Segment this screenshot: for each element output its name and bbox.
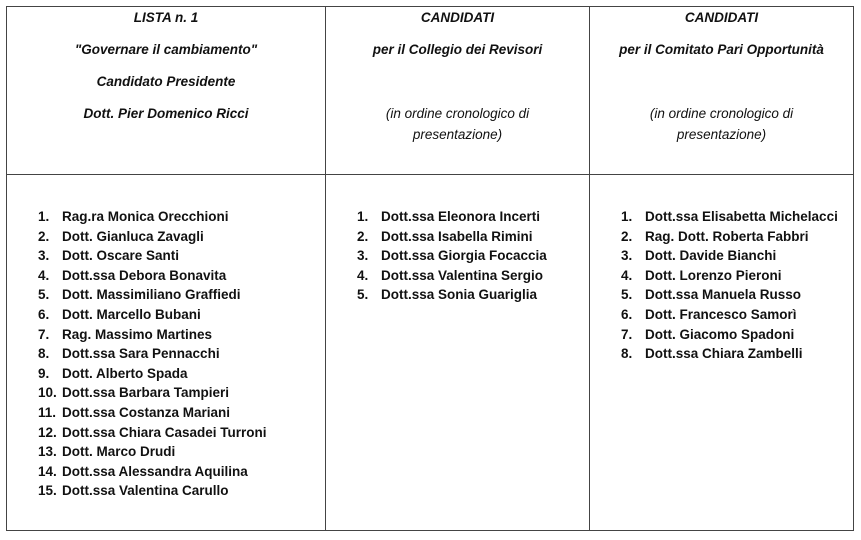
equal-opportunity-header [590,7,853,174]
candidate-number: 2. [357,228,369,244]
candidate-name: Dott.ssa Eleonora Incerti [381,209,541,224]
candidate-item [621,305,838,325]
candidate-number: 10. [38,385,57,401]
candidate-item [38,305,267,325]
candidate-number: 1. [357,209,369,224]
candidate-number: 1. [621,209,633,224]
candidate-number: 5. [38,287,50,303]
candidate-name: Dott.ssa Alessandra Aquilina [62,463,248,479]
candidate-name: Dott. Alberto Spada [62,365,188,381]
candidate-item [38,423,267,443]
candidate-name: Rag.ra Monica Orecchioni [62,209,229,224]
candidate-number: 9. [38,365,50,381]
candidate-number: 4. [357,267,369,283]
candidate-name: Dott. Marco Drudi [62,444,176,460]
auditors-note-1: (in ordine cronologico di [385,106,530,121]
candidate-name: Dott.ssa Giorgia Focaccia [381,248,547,264]
candidate-item [38,285,267,305]
candidate-item [38,442,267,462]
candidate-number: 7. [621,326,633,342]
candidate-number: 5. [357,287,369,303]
candidate-number: 1. [38,209,50,224]
candidate-name: Dott. Marcello Bubani [62,306,201,322]
candidate-name: Dott. Davide Bianchi [645,248,777,264]
candidates-table [6,6,854,531]
candidate-name: Dott.ssa Sara Pennacchi [62,346,220,362]
candidate-number: 8. [621,346,633,362]
candidate-name: Dott.ssa Manuela Russo [645,287,802,303]
candidate-item [38,207,267,227]
candidate-item [38,462,267,482]
candidate-number: 3. [38,248,50,264]
candidate-number: 12. [38,424,57,440]
equal-opportunity-note-1: (in ordine cronologico di [649,106,794,121]
candidate-number: 14. [38,463,57,479]
candidate-item [38,246,267,266]
header-divider [7,174,853,175]
list-title: LISTA n. 1 [133,10,199,25]
president-label: Candidato Presidente [96,74,236,89]
candidate-name: Rag. Dott. Roberta Fabbri [645,228,809,244]
equal-opportunity-note-2: presentazione) [676,127,767,142]
candidate-number: 3. [621,248,633,264]
list-candidates [38,207,267,501]
candidate-item [38,227,267,247]
candidate-item [38,403,267,423]
candidate-name: Dott.ssa Chiara Casadei Turroni [62,424,267,440]
candidate-name: Dott. Lorenzo Pieroni [645,267,782,283]
candidate-name: Dott.ssa Isabella Rimini [381,228,533,244]
candidate-name: Dott. Gianluca Zavagli [62,228,204,244]
list-slogan: "Governare il cambiamento" [74,42,258,57]
candidate-item [621,266,838,286]
candidate-name: Dott.ssa Valentina Carullo [62,483,229,499]
list-header [7,7,325,174]
candidate-name: Dott.ssa Sonia Guariglia [381,287,538,303]
candidate-item [38,325,267,345]
candidate-item [357,266,547,286]
candidate-item [38,344,267,364]
candidate-number: 3. [357,248,369,264]
candidate-number: 11. [38,404,57,420]
candidate-number: 5. [621,287,633,303]
equal-opportunity-subtitle: per il Comitato Pari Opportunità [619,42,824,57]
candidate-item [357,207,547,227]
president-name: Dott. Pier Domenico Ricci [83,106,249,121]
candidate-number: 4. [38,267,50,283]
candidate-name: Dott.ssa Elisabetta Michelacci [645,209,838,224]
auditors-header [326,7,589,174]
auditors-subtitle: per il Collegio dei Revisori [372,42,543,57]
auditor-candidates [357,207,547,305]
candidate-name: Rag. Massimo Martines [62,326,213,342]
auditors-note-2: presentazione) [412,127,503,142]
candidate-item [621,207,838,227]
candidate-item [357,246,547,266]
candidate-number: 4. [621,267,633,283]
candidate-name: Dott. Giacomo Spadoni [645,326,795,342]
candidate-number: 7. [38,326,50,342]
candidate-item [357,285,547,305]
candidate-item [621,344,838,364]
candidate-number: 2. [621,228,633,244]
candidate-name: Dott.ssa Valentina Sergio [381,267,544,283]
candidate-name: Dott. Massimiliano Graffiedi [62,287,241,303]
candidate-name: Dott.ssa Barbara Tampieri [62,385,230,401]
candidate-number: 2. [38,228,50,244]
auditors-title: CANDIDATI [420,10,495,25]
candidate-number: 15. [38,483,57,499]
candidate-name: Dott. Oscare Santi [62,248,180,264]
candidate-item [38,266,267,286]
candidate-name: Dott.ssa Costanza Mariani [62,404,231,420]
equal-opportunity-candidates [621,207,838,364]
candidate-number: 8. [38,346,50,362]
candidate-item [621,246,838,266]
candidate-name: Dott.ssa Debora Bonavita [62,267,227,283]
candidate-name: Dott. Francesco Samorì [645,306,797,322]
candidate-item [621,227,838,247]
equal-opportunity-title: CANDIDATI [684,10,759,25]
candidate-item [38,364,267,384]
candidate-item [38,383,267,403]
candidate-number: 6. [38,306,50,322]
candidate-number: 13. [38,444,57,460]
candidate-name: Dott.ssa Chiara Zambelli [645,346,803,362]
candidate-item [621,325,838,345]
candidate-item [38,481,267,501]
candidate-item [621,285,838,305]
candidate-item [357,227,547,247]
candidate-number: 6. [621,306,633,322]
